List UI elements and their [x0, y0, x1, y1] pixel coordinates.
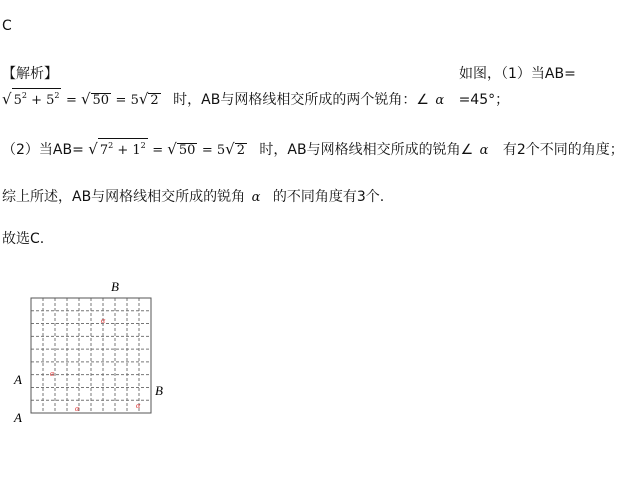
- label-a-bottom: A: [14, 410, 22, 425]
- case2-alpha: α: [479, 143, 489, 158]
- label-b-top: B: [111, 279, 119, 294]
- analysis-label: 【解析】: [2, 66, 58, 82]
- case1-text: 时，AB与网格线相交所成的两个锐角：∠: [173, 92, 429, 108]
- case1-sqrt-value: √ 50: [80, 90, 110, 108]
- label-a-left: A: [14, 372, 22, 387]
- angle-mark-3: α: [75, 404, 80, 413]
- label-b-right: B: [155, 383, 163, 398]
- case2-result: 有2个不同的角度；: [502, 142, 624, 158]
- analysis-intro: 如图，（1）当AB=: [459, 66, 576, 82]
- case2-prefix: （2）当AB=: [2, 142, 84, 158]
- grid-border: [31, 298, 151, 413]
- summary-alpha: α: [251, 190, 261, 205]
- case1-result: =45°；: [458, 92, 510, 108]
- angle-mark-4: α: [136, 401, 141, 410]
- conclusion: 故选C.: [2, 231, 45, 247]
- case1-alpha: α: [435, 93, 445, 108]
- case2-sqrt-expr: √ $7^2 + 1^2$: [88, 140, 146, 158]
- case1-line: √ $5^2 + 5^2$ = √ 50 = 5√ 2 时，AB与网格线相交所成的两个锐角：∠ α =45°；: [2, 90, 510, 108]
- case1-sqrt-expr: √ $5^2 + 5^2$: [2, 90, 60, 108]
- angle-mark-2: α: [50, 369, 55, 378]
- answer-letter: C: [2, 18, 12, 34]
- summary-line: 综上所述，AB与网格线相交所成的锐角 α 的不同角度有3个.: [2, 189, 385, 205]
- case2-line: （2）当AB= √ $7^2 + 1^2$ = √ 50 = 5√ 2 时，AB与网格线相交所成的锐角∠ α 有2个不同的角度；: [2, 140, 624, 158]
- case2-text: 时，AB与网格线相交所成的锐角∠: [259, 142, 474, 158]
- angle-marks: [50, 316, 141, 413]
- grid: [31, 298, 151, 413]
- case2-sqrt-value: √ 50: [167, 140, 196, 158]
- angle-mark-1: α: [101, 316, 106, 325]
